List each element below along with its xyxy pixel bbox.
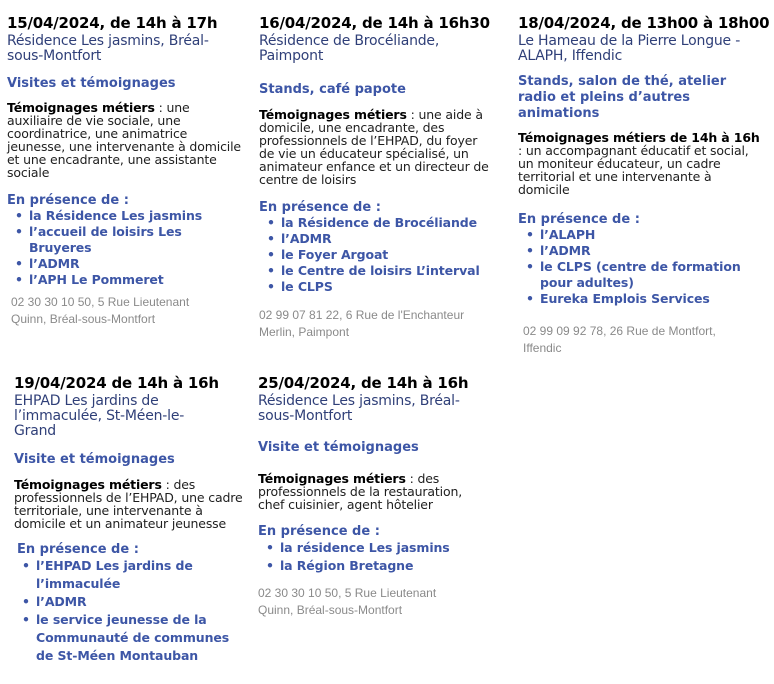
temoignages-text: : des professionnels de la restauration, chef cuisinier, agent hôtelier: [258, 471, 463, 512]
presence-label: En présence de :: [259, 200, 381, 215]
temoignages-label: Témoignages métiers: [259, 107, 407, 122]
presence-label: En présence de :: [17, 542, 139, 557]
temoignages-text: : un accompagnant éducatif et social, un moniteur éducateur, un cadre territorial et une intervenante à domicile: [518, 143, 749, 197]
organization-list: [14, 557, 249, 665]
organization-item: • le CLPS: [259, 279, 491, 295]
organization-item: • le Centre de loisirs L’interval: [259, 263, 491, 279]
temoignages-label: Témoignages métiers: [7, 100, 155, 115]
temoignages-label: Témoignages métiers de 14h à 16h: [518, 130, 760, 145]
organization-item: • le CLPS (centre de formation pour adultes): [518, 259, 748, 291]
event-card-2024-04-19: [14, 374, 249, 665]
event-address: 02 30 30 10 50, 5 Rue Lieutenant Quinn, Bréal-sous-Montfort: [11, 295, 190, 326]
event-temoignages: [259, 108, 491, 186]
organization-item: • la Résidence de Brocéliande: [259, 215, 491, 231]
organization-item: • l’EHPAD Les jardins de l’immaculée: [14, 557, 206, 593]
presence-label: En présence de :: [518, 212, 640, 227]
organization-item: • le Foyer Argoat: [259, 247, 491, 263]
event-venue: Le Hameau de la Pierre Longue - ALAPH, Iffendic: [518, 33, 741, 64]
event-activity: Visites et témoignages: [7, 76, 176, 91]
organization-item: • l’ADMR: [7, 256, 242, 272]
event-temoignages: [518, 131, 764, 196]
temoignages-text: : une aide à domicile, une encadrante, des professionnels de l’EHPAD, du foyer de vie un éducateur spécialisé, un animateur enfance et un directeur de centre de loisirs: [259, 107, 489, 187]
event-address: 02 30 30 10 50, 5 Rue Lieutenant Quinn, Bréal-sous-Montfort: [258, 586, 437, 617]
event-card-2024-04-15: [7, 14, 242, 328]
event-address: 02 99 09 92 78, 26 Rue de Montfort, Iffendic: [523, 324, 716, 355]
organization-item: • l’accueil de loisirs Les Bruyeres: [7, 224, 242, 256]
temoignages-text: : une auxiliaire de vie sociale, une coordinatrice, une animatrice jeunesse, une intervenante à domicile et une encadrante, une assistante sociale: [7, 100, 241, 180]
organization-list: [259, 215, 491, 295]
organization-item: • la Région Bretagne: [258, 557, 490, 575]
event-activity: Visite et témoignages: [14, 452, 175, 467]
event-address: 02 99 07 81 22, 6 Rue de l'Enchanteur Merlin, Paimpont: [259, 308, 465, 339]
organization-list: [518, 227, 748, 307]
organization-item: • le service jeunesse de la Communauté de communes de St-Méen Montauban: [14, 611, 249, 665]
presence-label: En présence de :: [7, 193, 129, 208]
event-card-2024-04-16: [259, 14, 491, 341]
organization-item: • l’ADMR: [14, 593, 249, 611]
temoignages-text: : des professionnels de l’EHPAD, une cadre territoriale, une intervenante à domicile et un animateur jeunesse: [14, 477, 243, 531]
event-card-2024-04-18: [518, 14, 772, 357]
organization-item: • l’ADMR: [259, 231, 491, 247]
temoignages-label: Témoignages métiers: [258, 471, 406, 486]
event-temoignages: [7, 101, 242, 179]
event-date: 19/04/2024 de 14h à 16h: [14, 374, 219, 392]
organization-item: • l’ADMR: [518, 243, 748, 259]
presence-label: En présence de :: [258, 524, 380, 539]
event-date: 15/04/2024, de 14h à 17h: [7, 14, 218, 32]
event-temoignages: [14, 478, 249, 530]
organization-item: • Eureka Emplois Services: [518, 291, 748, 307]
organization-item: • la Résidence Les jasmins: [7, 208, 242, 224]
event-venue: Résidence de Brocéliande, Paimpont: [259, 33, 440, 64]
event-venue: Résidence Les jasmins, Bréal-sous-Montfort: [7, 33, 209, 64]
event-card-2024-04-25: [258, 374, 490, 619]
organization-item: • l’ALAPH: [518, 227, 748, 243]
event-activity: Stands, café papote: [259, 82, 406, 97]
temoignages-label: Témoignages métiers: [14, 477, 162, 492]
event-venue: EHPAD Les jardins de l’immaculée, St-Méen-le-Grand: [14, 393, 185, 439]
event-date: 16/04/2024, de 14h à 16h30: [259, 14, 490, 32]
event-date: 25/04/2024, de 14h à 16h: [258, 374, 469, 392]
organization-item: • l’APH Le Pommeret: [7, 272, 242, 288]
event-activity: Stands, salon de thé, atelier radio et pleins d’autres animations: [518, 74, 727, 121]
organization-item: • la résidence Les jasmins: [258, 539, 490, 557]
organization-list: [258, 539, 490, 575]
event-activity: Visite et témoignages: [258, 440, 419, 455]
organization-list: [7, 208, 242, 288]
event-venue: Résidence Les jasmins, Bréal-sous-Montfort: [258, 393, 460, 424]
event-temoignages: [258, 472, 473, 511]
event-date: 18/04/2024, de 13h00 à 18h00: [518, 14, 770, 32]
